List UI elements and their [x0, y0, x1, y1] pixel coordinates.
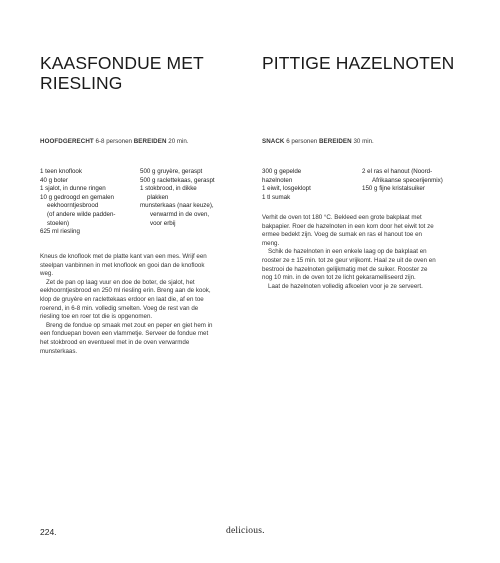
- instruction-line: rooster ze ± 15 min. tot ze geur vrijkomt. Haal ze uit de oven en: [262, 256, 436, 264]
- instruction-line: bestrooi de hazelnoten gelijkmatig met de suiker. Rooster ze: [262, 265, 428, 273]
- instruction-line: Schik de hazelnoten in een enkele laag op de bakplaat en: [268, 248, 427, 256]
- ingredient-item: 40 g boter: [40, 176, 68, 184]
- recipe-instructions: [40, 253, 238, 356]
- ingredient-item: 1 teen knoflook: [40, 168, 82, 175]
- ingredient-list: [40, 168, 238, 237]
- instruction-line: bakpapier. Roer de hazelnoten in een kom door het eiwit tot ze: [262, 222, 434, 230]
- prep-time: 20 min.: [168, 138, 189, 145]
- prep-time: 30 min.: [353, 138, 374, 145]
- instruction-line: meng.: [262, 239, 280, 247]
- prep-label: BEREIDEN: [133, 138, 167, 145]
- ingredient-item: 625 ml riesling: [40, 228, 80, 236]
- ingredient-item: 500 g gruyère, geraspt: [140, 168, 203, 175]
- instruction-line: het stokbrood en eventueel met in de oven verwarmde: [40, 338, 190, 346]
- ingredient-item: (of andere wilde padden-: [47, 210, 116, 218]
- ingredient-item: munsterkaas (naar keuze),: [140, 202, 214, 210]
- ingredient-item: 2 el ras el hanout (Noord-: [362, 168, 433, 175]
- instruction-line: Breng de fondue op smaak met zout en peper en giet hem in: [46, 321, 213, 329]
- instruction-line: ermee bedekt zijn. Voeg de sumak en ras el hanout toe en: [262, 231, 422, 239]
- ingredient-item: hazelnoten: [262, 176, 293, 184]
- recipe-category: SNACK: [262, 138, 285, 145]
- ingredient-item: 500 g raclettekaas, geraspt: [140, 176, 215, 184]
- recipe-meta: [262, 138, 462, 145]
- instruction-line: riesling toe en roer tot die is opgenomen.: [40, 313, 153, 321]
- recipe-category: HOOFDGERECHT: [40, 138, 94, 145]
- instruction-line: eekhoorntjesbrood en 250 ml riesling erin. Breng aan de kook,: [40, 287, 211, 295]
- instruction-line: Zet de pan op laag vuur en doe de boter, de sjalot, het: [46, 278, 195, 286]
- ingredient-column: [140, 168, 238, 237]
- instruction-line: steelpan vanbinnen in met knoflook en gooi dan de knoflook: [40, 261, 205, 269]
- instruction-line: weg.: [40, 270, 54, 278]
- ingredient-item: 150 g fijne kristalsuiker: [362, 185, 425, 193]
- instruction-line: klop de gruyère en raclettekaas erdoor en laat die, af en toe: [40, 295, 204, 303]
- ingredient-item: stoelen): [47, 219, 70, 227]
- ingredient-item: 300 g gepelde: [262, 168, 302, 175]
- ingredient-list: [262, 168, 462, 202]
- recipe-title: KAASFONDUE MET RIESLING: [40, 53, 204, 93]
- instruction-line: een fonduepan boven een vlammetje. Serveer de fondue met: [40, 330, 209, 338]
- recipe-persons: 6-8 personen: [95, 138, 132, 145]
- recipe-persons: 6 personen: [286, 138, 318, 145]
- ingredient-item: 10 g gedroogd en gemalen: [40, 193, 114, 201]
- ingredient-item: 1 eiwit, losgeklopt: [262, 185, 311, 193]
- recipe-title: PITTIGE HAZELNOTEN: [262, 53, 455, 73]
- ingredient-item: voor erbij: [150, 219, 176, 227]
- instruction-line: roerend, in 6-8 min. volledig smelten. Voeg de rest van de: [40, 304, 199, 312]
- ingredient-item: 1 tl sumak: [262, 193, 291, 201]
- ingredient-item: 1 stokbrood, in dikke: [140, 185, 197, 193]
- ingredient-item: eekhoorntjesbrood: [47, 202, 99, 210]
- ingredient-item: 1 sjalot, in dunne ringen: [40, 185, 106, 193]
- instruction-line: Laat de hazelnoten volledig afkoelen voor je ze serveert.: [268, 282, 423, 290]
- ingredient-column: [40, 168, 140, 237]
- prep-label: BEREIDEN: [318, 138, 352, 145]
- recipe-meta: [40, 138, 238, 145]
- instruction-line: Kneus de knoflook met de platte kant van een mes. Wrijf een: [40, 253, 207, 260]
- instruction-line: nog 10 min. in de oven tot ze licht gekaramelliseerd zijn.: [262, 274, 416, 282]
- ingredient-item: plakken: [147, 193, 169, 201]
- brand-logo: delicious.: [226, 526, 265, 536]
- page-number: 224.: [40, 527, 57, 537]
- instruction-line: munsterkaas.: [40, 347, 78, 355]
- recipe-instructions: [262, 214, 462, 291]
- ingredient-item: Afrikaanse specerijenmix): [372, 176, 443, 184]
- ingredient-item: verwarmd in de oven,: [150, 210, 210, 218]
- ingredient-column: [362, 168, 462, 202]
- instruction-line: Verhit de oven tot 180 °C. Bekleed een grote bakplaat met: [262, 214, 422, 221]
- ingredient-column: [262, 168, 362, 202]
